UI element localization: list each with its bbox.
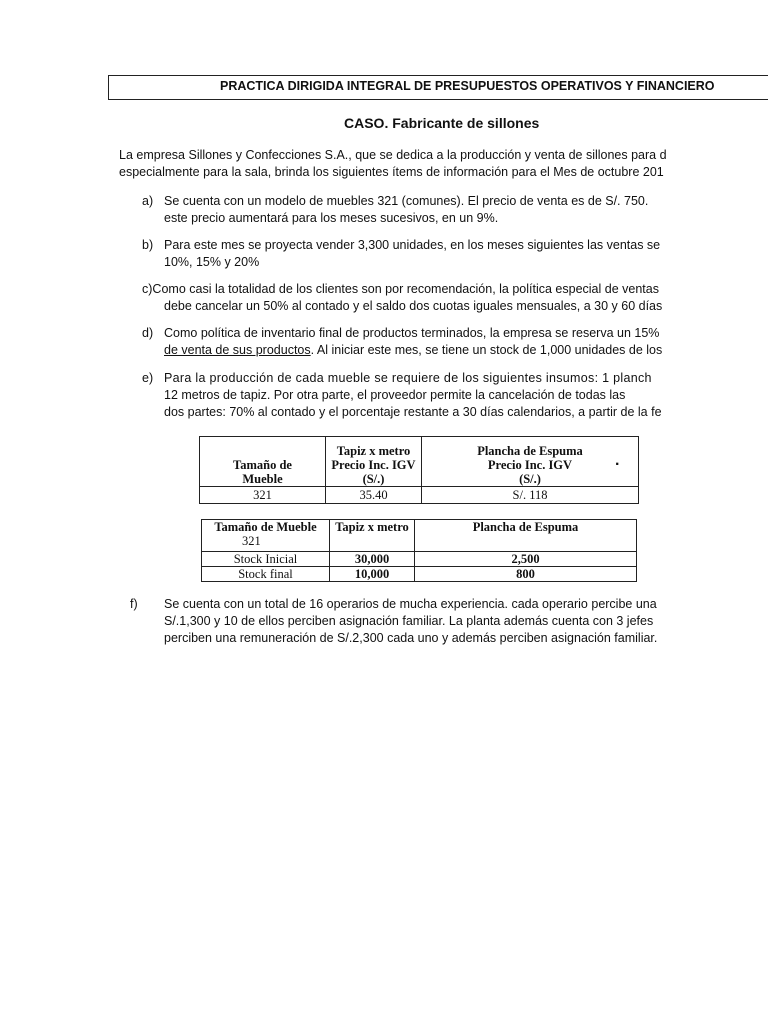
item-letter: b)	[142, 238, 154, 252]
item-letter: a)	[142, 194, 154, 208]
item-letter: f)	[130, 597, 138, 611]
item-c	[142, 281, 662, 315]
item-d	[142, 325, 662, 359]
item-e	[142, 370, 662, 421]
table-header-cell: Tapiz x metro Precio Inc. IGV (S/.)	[326, 437, 422, 487]
item-text: debe cancelar un 50% al contado y el saldo dos cuotas iguales mensuales, a 30 y 60 días	[164, 299, 663, 313]
table-row	[202, 567, 637, 582]
table-cell: 800	[415, 567, 637, 582]
table-cell: 321	[200, 487, 326, 504]
item-text: Se cuenta con un total de 16 operarios de mucha experiencia. cada operario percibe una	[164, 597, 657, 611]
item-text: . Al iniciar este mes, se tiene un stock de 1,000 unidades de los	[310, 343, 663, 357]
item-text: este precio aumentará para los meses sucesivos, en un 9%.	[164, 211, 499, 225]
underlined-text: de venta de sus productos	[164, 343, 311, 357]
table-cell: Stock Inicial	[202, 552, 330, 567]
item-text: Se cuenta con un modelo de muebles 321 (comunes). El precio de venta es de S/. 750.	[164, 194, 649, 208]
table-header-cell: Plancha de Espuma Precio Inc. IGV (S/.)	[422, 437, 639, 487]
item-b	[142, 237, 660, 271]
intro-paragraph	[119, 147, 667, 181]
table-cell: 35.40	[326, 487, 422, 504]
model-label: 321	[242, 534, 261, 548]
stock-table	[201, 519, 637, 582]
item-text: perciben una remuneración de S/.2,300 cada uno y además perciben asignación familiar.	[164, 631, 658, 645]
table-cell: Stock final	[202, 567, 330, 582]
table-header-cell: Tamaño de Mueble 321	[202, 520, 330, 552]
stray-mark: .	[615, 452, 620, 469]
item-text: Como casi la totalidad de los clientes son por recomendación, la política especial de ventas	[152, 282, 659, 296]
item-a	[142, 193, 648, 227]
item-text: Para la producción de cada mueble se requiere de los siguientes insumos: 1 planch	[164, 371, 652, 385]
table-cell: 30,000	[330, 552, 415, 567]
document-title: PRACTICA DIRIGIDA INTEGRAL DE PRESUPUESTOS OPERATIVOS Y FINANCIERO	[220, 79, 715, 93]
item-text: Para este mes se proyecta vender 3,300 unidades, en los meses siguientes las ventas se	[164, 238, 661, 252]
table-header-cell: Tamaño de Mueble	[200, 437, 326, 487]
item-text: S/.1,300 y 10 de ellos perciben asignación familiar. La planta además cuenta con 3 jefes	[164, 614, 654, 628]
price-table	[199, 436, 639, 504]
item-f	[130, 596, 657, 647]
intro-line: La empresa Sillones y Confecciones S.A., que se dedica a la producción y venta de sillones para d	[119, 148, 667, 162]
table-header-cell: Plancha de Espuma	[415, 520, 637, 552]
table-header-cell: Tapiz x metro	[330, 520, 415, 552]
table-cell: S/. 118	[422, 487, 639, 504]
item-text: dos partes: 70% al contado y el porcentaje restante a 30 días calendarios, a partir de la fe	[164, 405, 662, 419]
item-text: 10%, 15% y 20%	[164, 255, 260, 269]
item-text: Como política de inventario final de productos terminados, la empresa se reserva un 15%	[164, 326, 660, 340]
intro-line: especialmente para la sala, brinda los siguientes ítems de información para el Mes de octubre 201	[119, 165, 664, 179]
table-row	[202, 552, 637, 567]
table-row	[200, 487, 639, 504]
item-text: 12 metros de tapiz. Por otra parte, el proveedor permite la cancelación de todas las	[164, 388, 626, 402]
item-letter: e)	[142, 371, 154, 385]
title-box	[108, 75, 768, 100]
table-cell: 10,000	[330, 567, 415, 582]
table-cell: 2,500	[415, 552, 637, 567]
item-letter: c)	[142, 282, 153, 296]
case-title: CASO. Fabricante de sillones	[344, 115, 540, 131]
item-letter: d)	[142, 326, 154, 340]
